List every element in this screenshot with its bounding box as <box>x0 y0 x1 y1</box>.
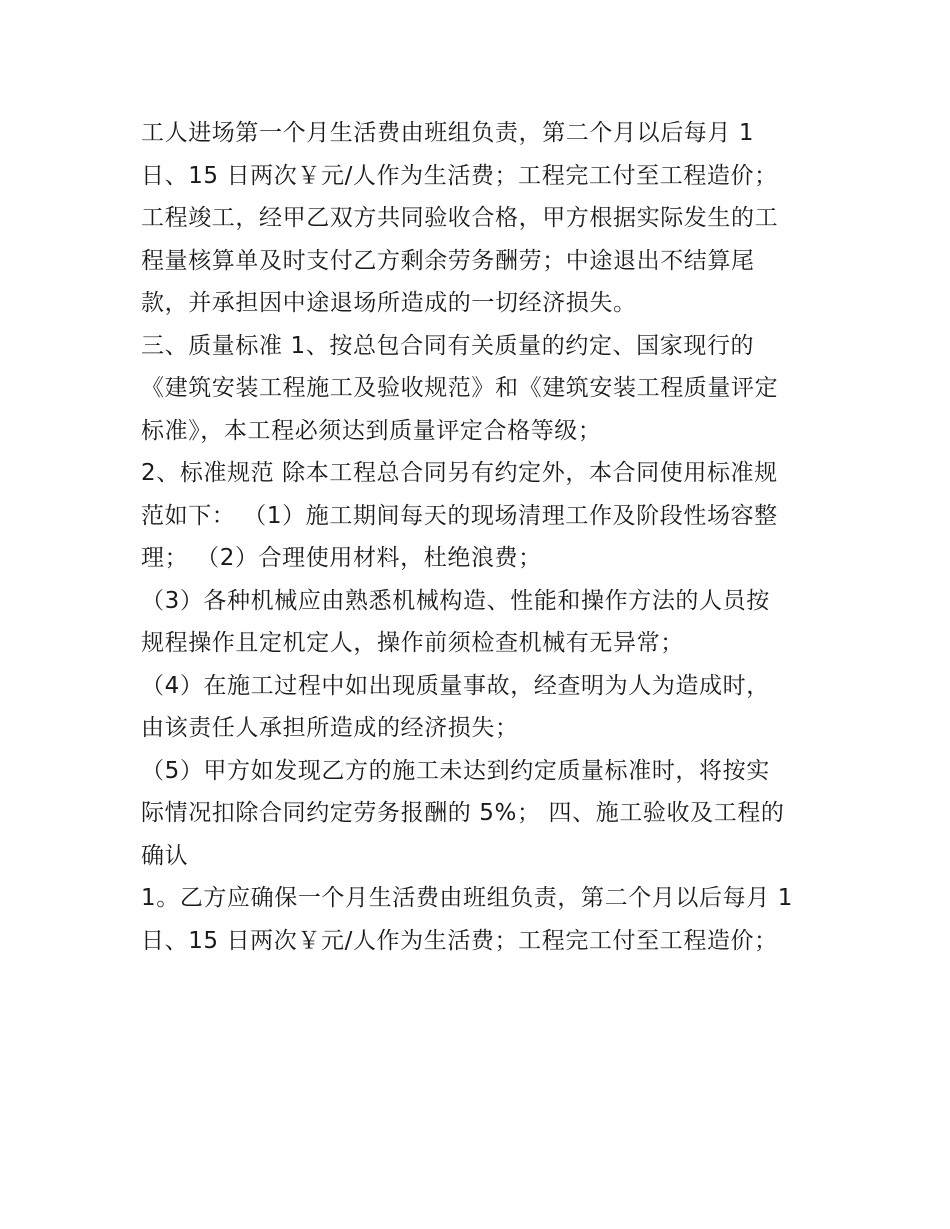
text-line: 工程竣工，经甲乙双方共同验收合格，甲方根据实际发生的工 <box>141 205 779 231</box>
text-line: 由该责任人承担所造成的经济损失； <box>141 715 519 741</box>
body-text <box>141 112 831 962</box>
text-line: 款，并承担因中途退场所造成的一切经济损失。 <box>141 290 637 316</box>
text-line: 规程操作且定机定人，操作前须检查机械有无异常； <box>141 630 684 656</box>
text-line: 2、标准规范 除本工程总合同另有约定外，本合同使用标准规 <box>141 460 778 486</box>
text-line: 确认 <box>141 842 189 869</box>
text-line: 日、15 日两次￥元/人作为生活费；工程完工付至工程造价； <box>141 162 778 189</box>
text-line: 际情况扣除合同约定劳务报酬的 5%； 四、施工验收及工程的 <box>141 800 785 826</box>
text-line: 1。乙方应确保一个月生活费由班组负责，第二个月以后每月 1 <box>141 885 793 911</box>
text-line: （4）在施工过程中如出现质量事故，经查明为人为造成时， <box>141 672 770 699</box>
text-line: 工人进场第一个月生活费由班组负责，第二个月以后每月 1 <box>141 120 755 146</box>
text-line: 理； （2）合理使用材料，杜绝浪费； <box>141 545 542 571</box>
text-line: （3）各种机械应由熟悉机械构造、性能和操作方法的人员按 <box>141 587 770 614</box>
text-line: 日、15 日两次￥元/人作为生活费；工程完工付至工程造价； <box>141 927 778 954</box>
text-line: 范如下： （1）施工期间每天的现场清理工作及阶段性场容整 <box>141 502 778 529</box>
section-heading-quality: 三、质量标准 1、按总包合同有关质量的约定、国家现行的 <box>141 332 755 359</box>
text-line: 《建筑安装工程施工及验收规范》和《建筑安装工程质量评定 <box>141 375 779 401</box>
text-line: （5）甲方如发现乙方的施工未达到约定质量标准时，将按实 <box>141 757 770 784</box>
text-line: 标准》，本工程必须达到质量评定合格等级； <box>141 417 602 444</box>
text-line: 程量核算单及时支付乙方剩余劳务酬劳；中途退出不结算尾 <box>141 247 755 274</box>
